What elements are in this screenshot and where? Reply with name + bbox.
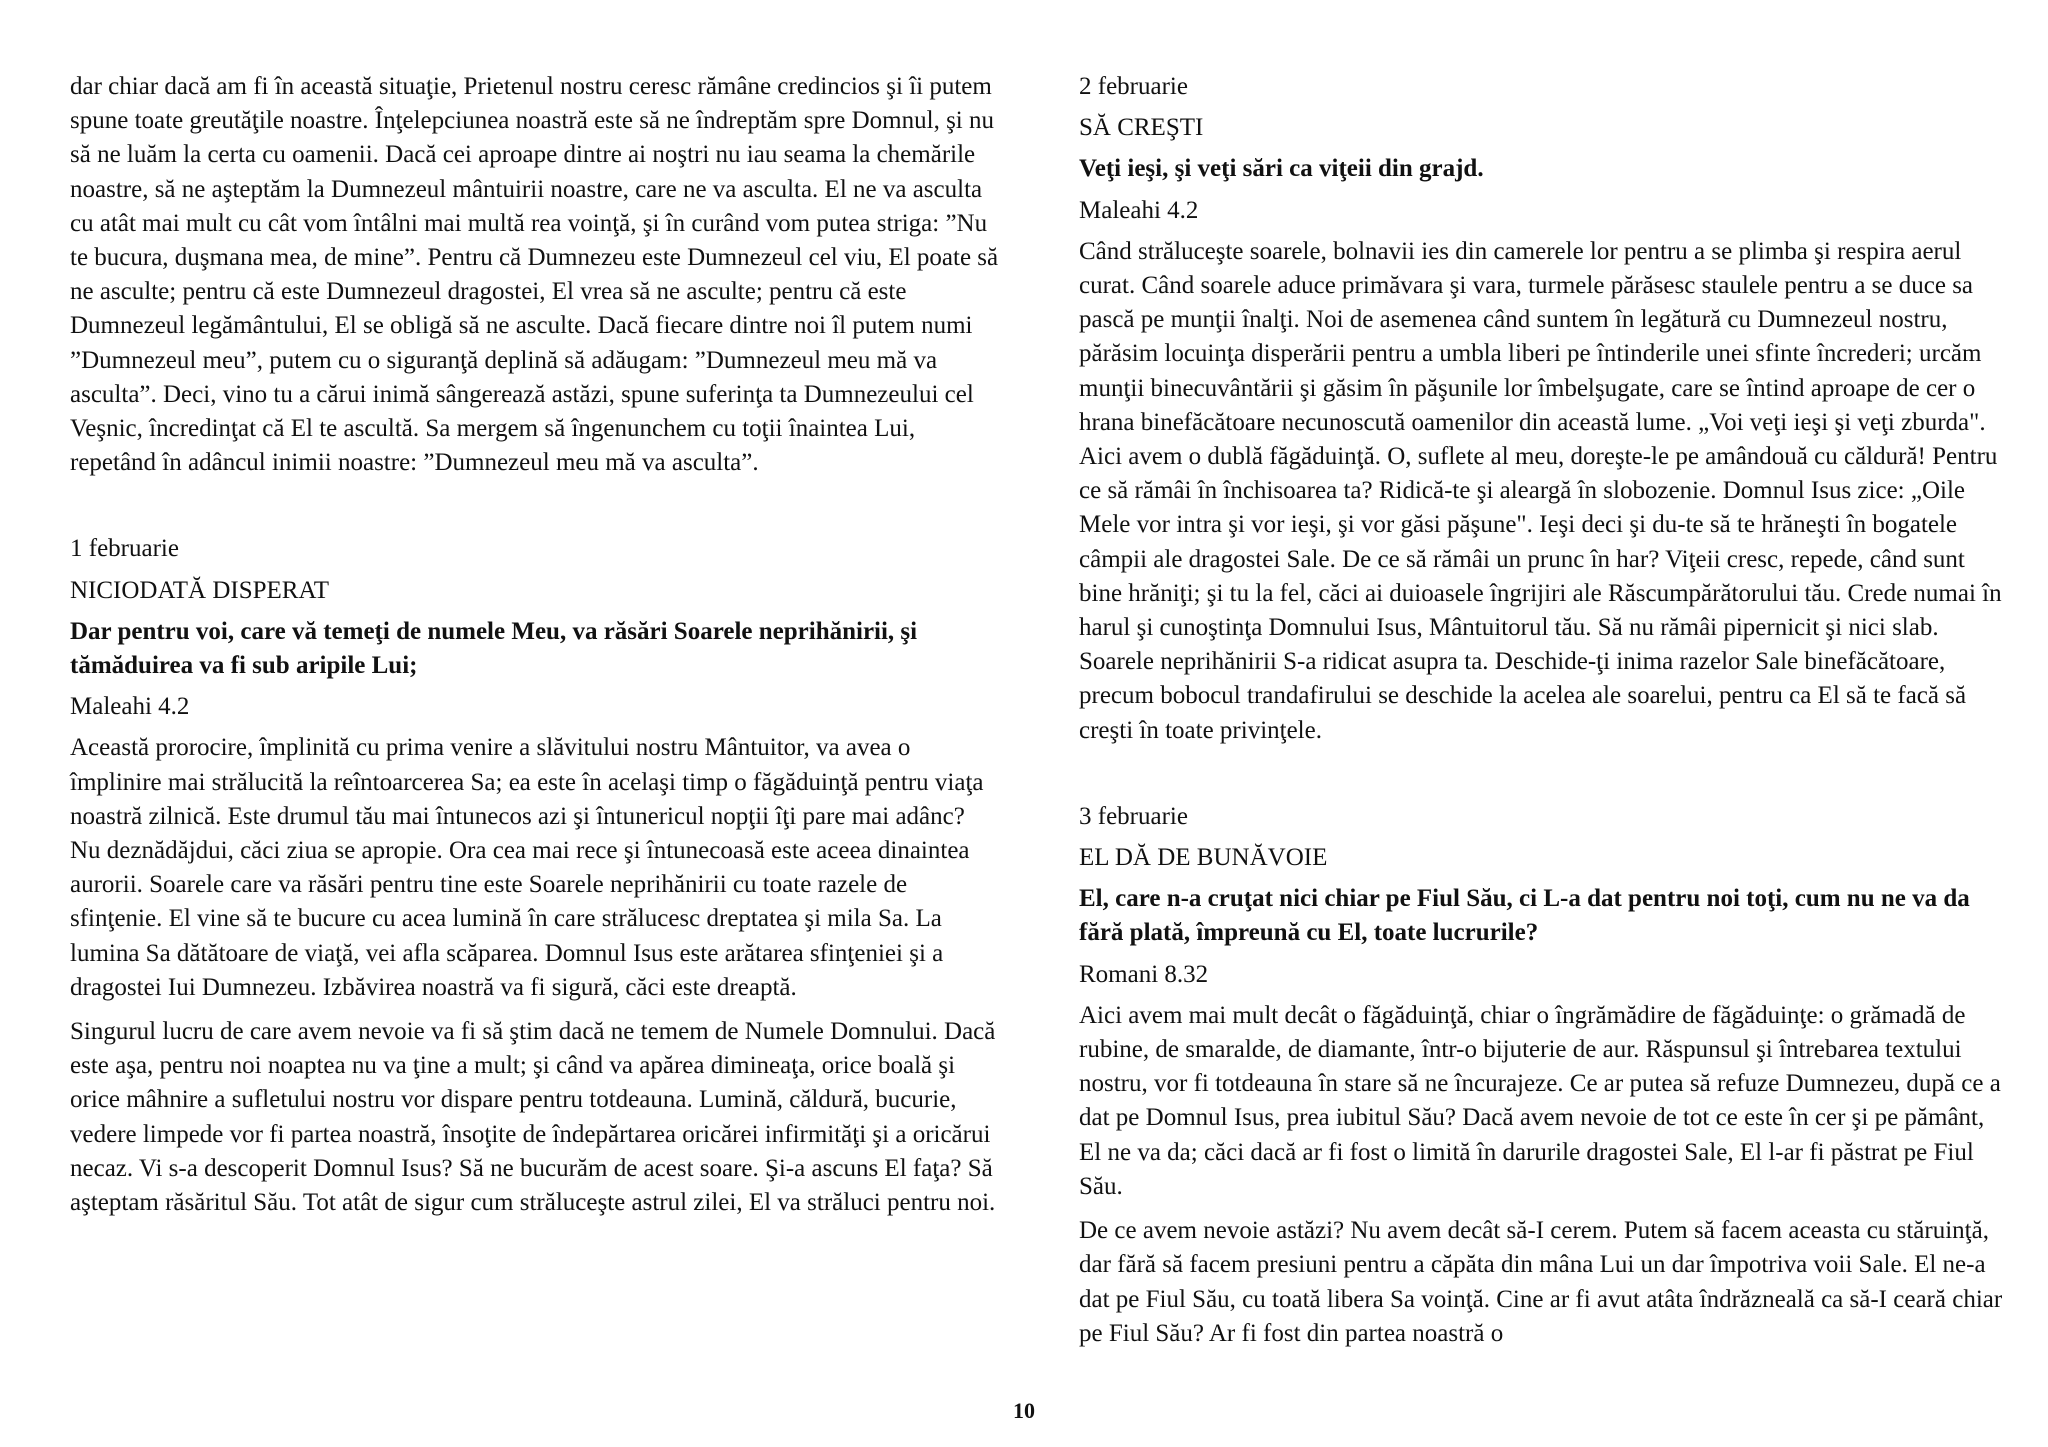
entry-title: SĂ CREŞTI xyxy=(1079,114,1204,142)
devotional-entry-feb-3 xyxy=(1079,800,2009,1351)
entry-paragraph: Aici avem mai mult decât o făgăduinţă, chiar o îngrămădire de făgăduinţe: o grămadă de rubine, de smaralde, de diamante, într-o bijuterie de aur. Răspunsul şi întrebarea textului nostru, vor fi totdeauna în stare să ne încurajeze. Ce ar putea să refuze Dumnezeu, după ce a dat pe Domnul Isus, prea iubitul Său? Dacă avem nevoie de tot ce este în cer şi pe pământ, El ne va da; căci dacă ar fi fost o limită în darurile dragostei Sale, El l-ar fi păstrat pe Fiul Său. xyxy=(1079,1001,2001,1200)
entry-paragraph: De ce avem nevoie astăzi? Nu avem decât să-I cerem. Putem să facem aceasta cu stăruinţă, dar fără să facem presiuni pentru a căpăta din mâna Lui un dar împotriva voii Sale. El ne-a dat pe Fiul Său, cu toată libera Sa voinţă. Cine ar fi avut atâta îndrăzneală ca să-I ceară chiar pe Fiul Său? Ar fi fost din partea noastră o xyxy=(1079,1217,2003,1347)
entry-paragraph: Această prorocire, împlinită cu prima venire a slăvitului nostru Mântuitor, va avea o împlinire mai strălucită la reîntoarcerea Sa; ea este în acelaşi timp o făgăduinţă pentru viaţa noastră zilnică. Este drumul tău mai întunecos azi şi întunericul nopţii îţi pare mai adânc? Nu deznădăjdui, căci ziua se apropie. Ora cea mai rece şi întunecoasă este aceea dinaintea aurorii. Soarele care va răsări pentru tine este Soarele neprihănirii cu toate razele de sfinţenie. El vine să te bucure cu acea lumină în care strălucesc dreptatea şi mila Sa. La lumina Sa dătătoare de viaţă, vei afla scăparea. Domnul Isus este arătarea sfinţeniei şi a dragostei Iui Dumnezeu. Izbăvirea noastră va fi sigură, căci este dreaptă. xyxy=(70,734,984,1001)
entry-verse: El, care n-a cruţat nici chiar pe Fiul Său, ci L-a dat pentru noi toţi, cum nu ne va da fără plată, împreună cu El, toate lucrurile? xyxy=(1079,885,1970,947)
entry-paragraph: Când străluceşte soarele, bolnavii ies din camerele lor pentru a se plimba şi respira aerul curat. Când soarele aduce primăvara şi vara, turmele părăsesc staulele pentru a se duce sa pască pe munţii înalţi. Noi de asemenea când suntem în legătură cu Dumnezeul nostru, părăsim locuinţa disperării pentru a umbla liberi pe întinderile unei sfinte încrederi; urcăm munţii binecuvântării şi găsim în păşunile lor îmbelşugate, care se întind aproape de cer o hrana binefăcătoare necunoscută oamenilor din această lume. „Voi veţi ieşi şi veţi zburda". Aici avem o dublă făgăduinţă. O, suflete al meu, doreşte-le pe amândouă cu căldură! Pentru ce să rămâi în închisoarea ta? Ridică-te şi aleargă în slobozenie. Domnul Isus zice: „Oile Mele vor intra şi vor ieşi, şi vor găsi păşune". Ieşi deci şi du-te să te hrăneşti în bogatele câmpii ale dragostei Sale. De ce să rămâi un prunc în har? Viţeii cresc, repede, când sunt bine hrăniţi; şi tu la fel, căci ai duioasele îngrijiri ale Răscumpărătorului tău. Crede numai în harul şi cunoştinţa Domnului Isus, Mântuitorul tău. Să nu rămâi pipernicit şi nici slab. Soarele neprihănirii S-a ridicat asupra ta. Deschide-ţi inima razelor Sale binefăcătoare, precum bobocul trandafirului se deschide la acelea ale soarelui, pentru ca El să te facă să creşti în toate privinţele. xyxy=(1079,237,2002,744)
devotional-entry-feb-1 xyxy=(70,532,1000,1220)
entry-title: EL DĂ DE BUNĂVOIE xyxy=(1079,844,1328,872)
entry-reference: Romani 8.32 xyxy=(1079,960,1209,988)
entry-date: 3 februarie xyxy=(1079,802,1188,830)
page-number: 10 xyxy=(1013,1398,1035,1423)
intro-paragraph: dar chiar dacă am fi în această situaţie, Prietenul nostru ceresc rămâne credincios şi îi putem spune toate greutăţile noastre. Înţelepciunea noastră este să ne îndreptăm spre Domnul, şi nu să ne luăm la certa cu oamenii. Dacă cei aproape dintre ai noştri nu iau seama la chemările noastre, să ne aşteptăm la Dumnezeul mântuirii noastre, care ne va asculta. El ne va asculta cu atât mai mult cu cât vom întâlni mai multă rea voinţă, şi în curând vom putea striga: ”Nu te bucura, duşmana mea, de mine”. Pentru că Dumnezeu este Dumnezeul cel viu, El poate să ne asculte; pentru că este Dumnezeul dragostei, El vrea să ne asculte; pentru că este Dumnezeul legământului, El se obligă să ne asculte. Dacă fiecare dintre noi îl putem numi ”Dumnezeul meu”, putem cu o siguranţă deplină să adăugam: ”Dumnezeul meu mă va asculta”. Deci, vino tu a cărui inimă sângerează astăzi, spune suferinţa ta Dumnezeului cel Veşnic, încredinţat că El te ascultă. Sa mergem să îngenunchem cu toţii înaintea Lui, repetând în adâncul inimii noastre: ”Dumnezeul meu mă va asculta”. xyxy=(70,73,999,477)
right-column xyxy=(1079,70,2009,1361)
entry-verse: Veţi ieşi, şi veţi sări ca viţeii din grajd. xyxy=(1079,155,1484,183)
entry-title: NICIODATĂ DISPERAT xyxy=(70,576,330,604)
left-column xyxy=(70,70,1000,1230)
entry-reference: Maleahi 4.2 xyxy=(1079,196,1199,224)
entry-date: 1 februarie xyxy=(70,535,179,563)
entry-date: 2 februarie xyxy=(1079,73,1188,100)
devotional-entry-feb-2 xyxy=(1079,70,2009,748)
entry-verse: Dar pentru voi, care vă temeţi de numele Meu, va răsări Soarele neprihănirii, şi tămăduirea va fi sub aripile Lui; xyxy=(70,617,918,680)
entry-reference: Maleahi 4.2 xyxy=(70,693,190,721)
entry-paragraph: Singurul lucru de care avem nevoie va fi să ştim dacă ne temem de Numele Domnului. Dacă este aşa, pentru noi noaptea nu va ţine a mult; şi când va apărea dimineaţa, orice boală şi orice mâhnire a sufletului nostru vor dispare pentru totdeauna. Lumină, căldură, bucurie, vedere limpede vor fi partea noastră, însoţite de îndepărtarea oricărei infirmităţi şi a oricărui necaz. Vi s-a descoperit Domnul Isus? Să ne bucurăm de acest soare. Şi-a ascuns El faţa? Să aşteptam răsăritul Său. Tot atât de sigur cum străluceşte astrul zilei, El va străluci pentru noi. xyxy=(70,1018,996,1217)
